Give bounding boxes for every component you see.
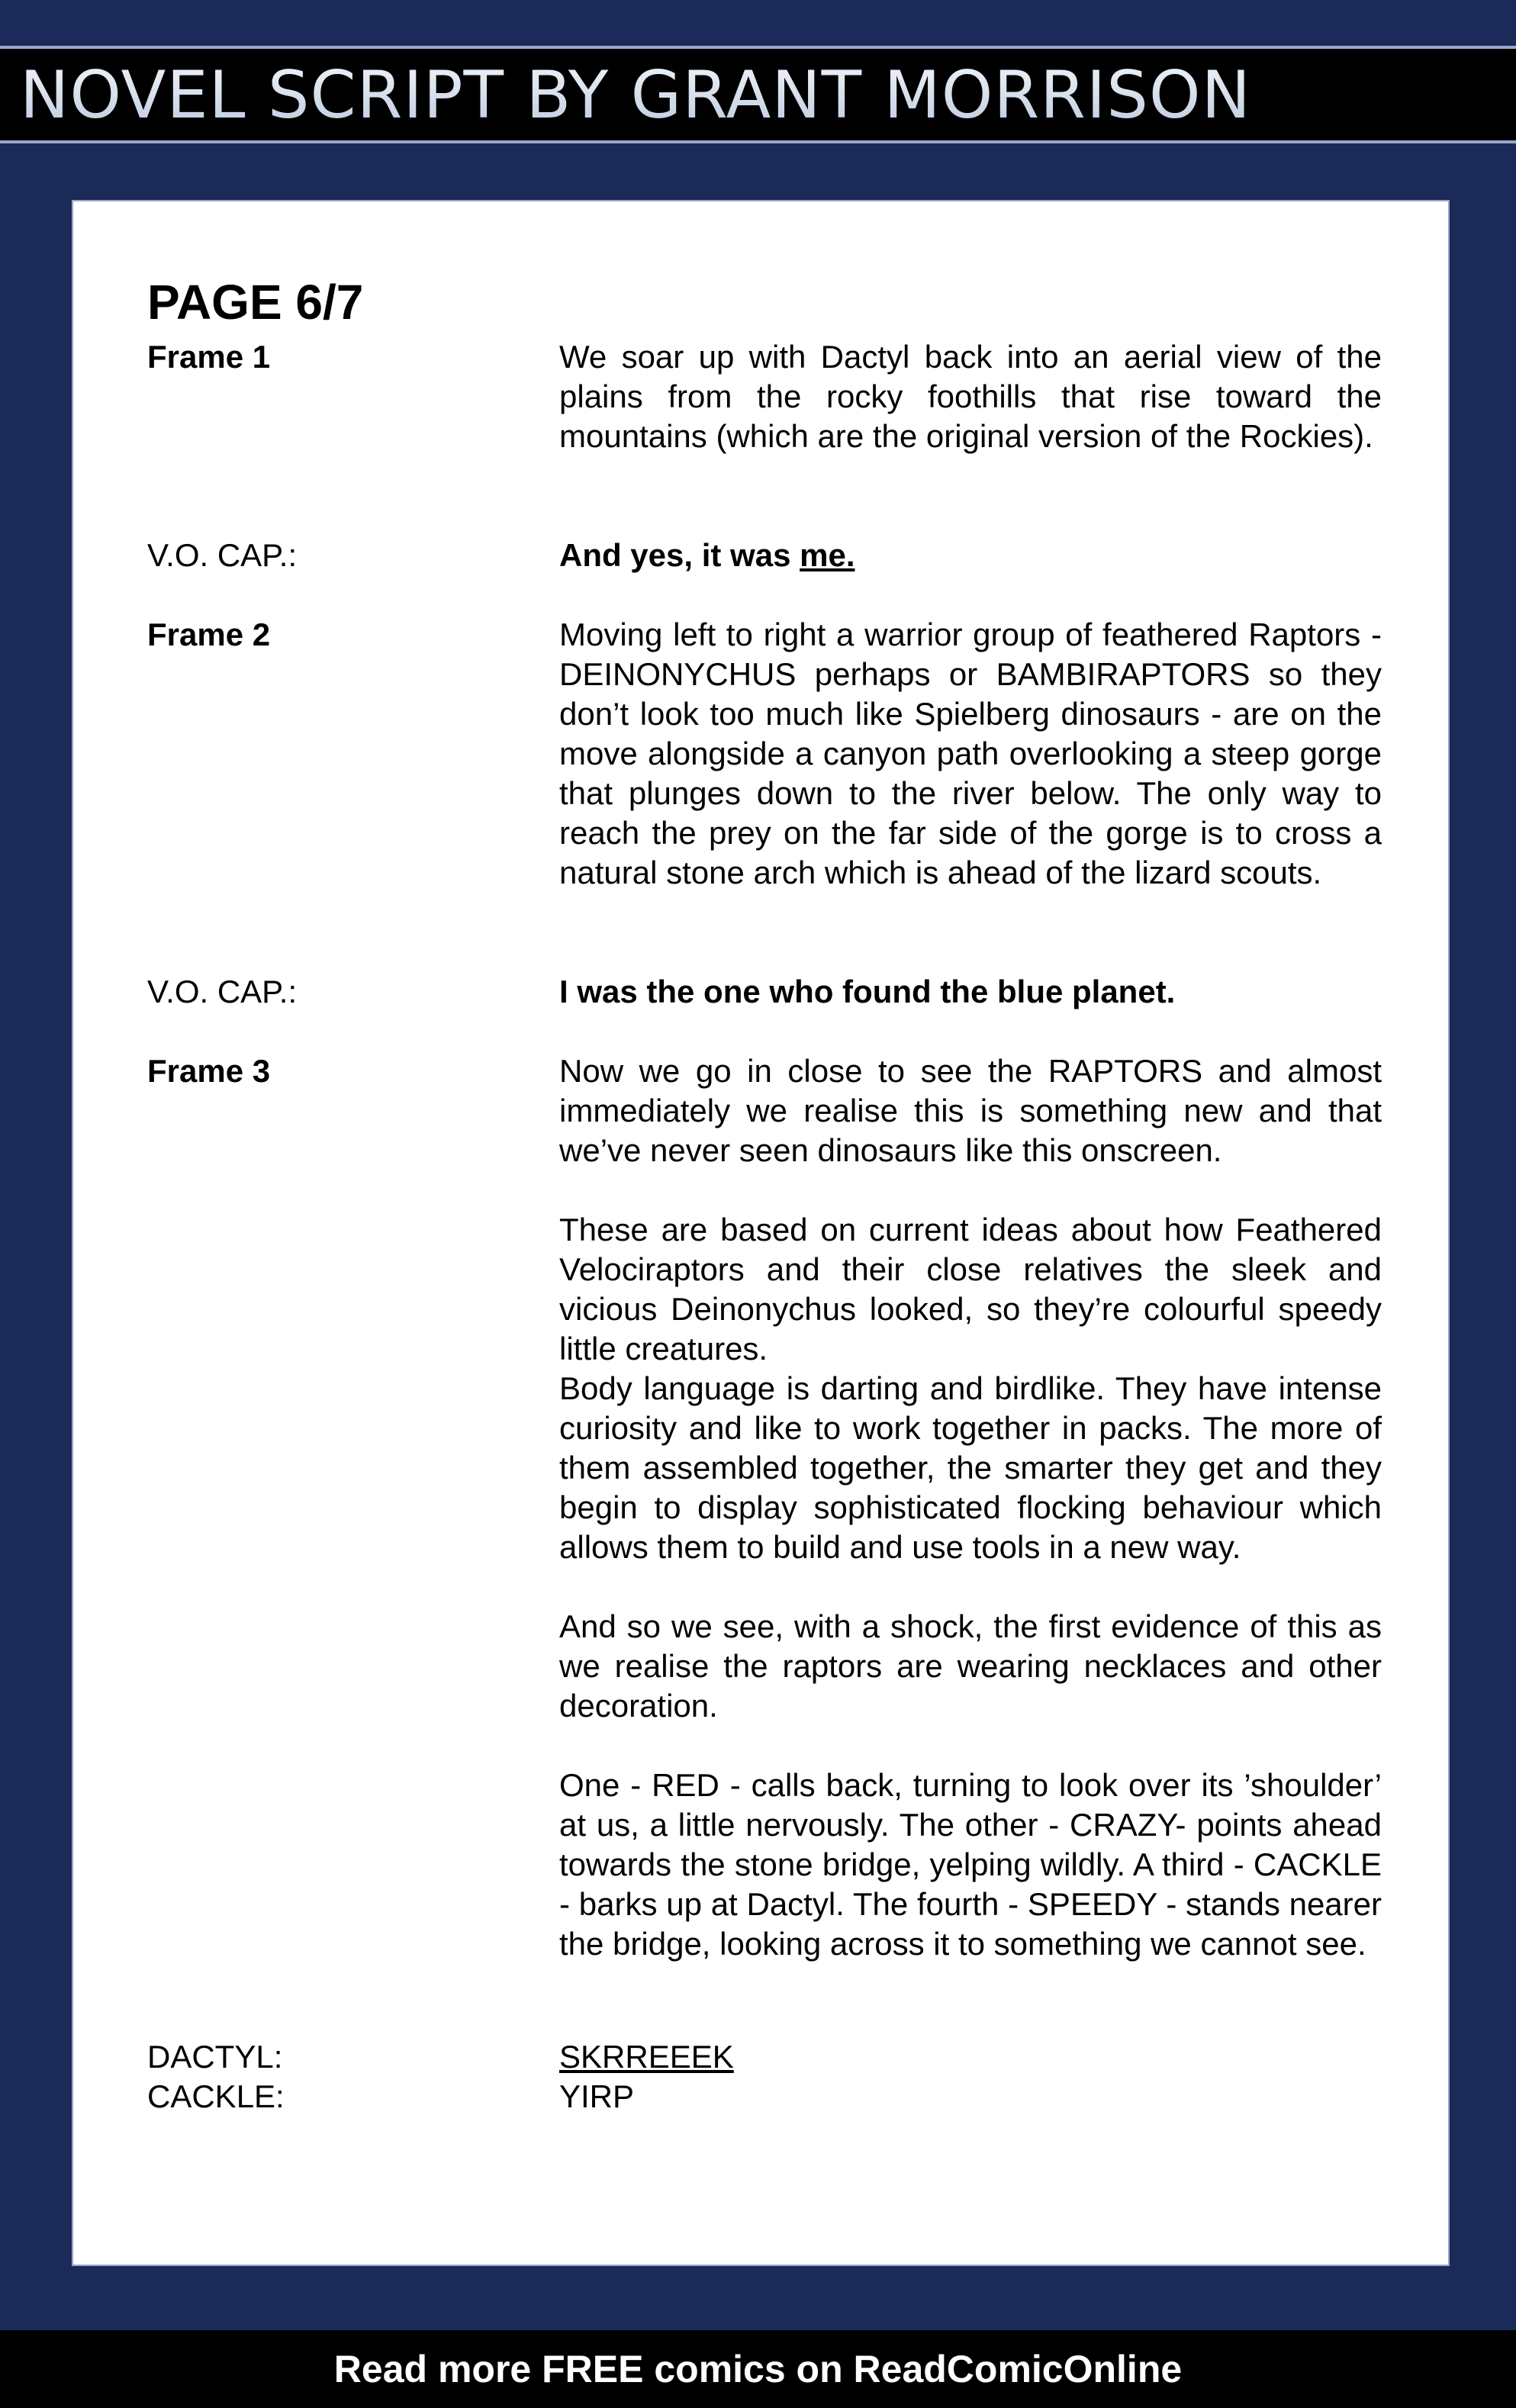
frame-1-description [559, 337, 1382, 456]
caption-1-text [559, 536, 1382, 575]
script-title: NOVEL SCRIPT BY GRANT MORRISON [20, 53, 1251, 137]
cackle-label: CACKLE: [147, 2078, 285, 2114]
frame-2-text: Moving left to right a warrior group of feathered Raptors - DEINONYCHUS perhaps or BAMBIRAPTORS so they don’t look too much like Spielberg dinosaurs - are on the move alongside a canyon path overlooking a steep gorge that plunges down to the river below. The only way to reach the prey on the far side of the gorge is to cross a natural stone arch which is ahead of the lizard scouts. [559, 616, 1382, 890]
frame-3-label: Frame 3 [147, 1053, 271, 1089]
caption-2-label: V.O. CAP.: [147, 974, 298, 1009]
frame-2-label: Frame 2 [147, 616, 271, 652]
frame-3-paragraph-1: Now we go in close to see the RAPTORS and almost immediately we realise this is something new and that we’ve never seen dinosaurs like this onscreen. [559, 1053, 1382, 1168]
caption-1-text-emphasis: me. [800, 537, 855, 573]
frame-3-description [559, 1051, 1382, 1964]
frame-1-text: We soar up with Dactyl back into an aerial view of the plains from the rocky foothills that rise toward the mountains (which are the original version of the Rockies). [559, 339, 1382, 454]
frame-3-paragraph-2: These are based on current ideas about how Feathered Velociraptors and their close relatives the sleek and vicious Deinonychus looked, so they’re colourful speedy little creatures. [559, 1212, 1382, 1367]
footer-promo-text: Read more FREE comics on ReadComicOnline [333, 2348, 1183, 2390]
frame-3-paragraph-5: One - RED - calls back, turning to look over its ’shoulder’ at us, a little nervously. The other - CRAZY- points ahead towards the stone bridge, yelping wildly. A third - CACKLE - barks up at Dactyl. The fourth - SPEEDY - stands nearer the bridge, looking across it to something we cannot see. [559, 1767, 1382, 1962]
header-banner [0, 46, 1516, 143]
frame-3-paragraph-4: And so we see, with a shock, the first evidence of this as we realise the raptors are wearing necklaces and other decoration. [559, 1608, 1382, 1724]
cackle-sfx: YIRP [559, 2078, 635, 2114]
page-heading: PAGE 6/7 [147, 275, 364, 330]
frame-3-paragraph-3: Body language is darting and birdlike. They have intense curiosity and like to work together in packs. The more of them assembled together, the smarter they get and they begin to display sophisticated flocking behaviour which allows them to build and use tools in a new way. [559, 1370, 1382, 1565]
caption-1-text-plain: And yes, it was [559, 537, 800, 573]
caption-1-label: V.O. CAP.: [147, 537, 298, 573]
dactyl-label: DACTYL: [147, 2039, 283, 2075]
frame-2-description [559, 615, 1382, 893]
caption-2-text: I was the one who found the blue planet. [559, 974, 1176, 1009]
dactyl-sfx: SKRREEEK [559, 2039, 734, 2075]
script-page [72, 200, 1450, 2266]
frame-1-label: Frame 1 [147, 339, 271, 375]
footer-banner [0, 2330, 1516, 2408]
